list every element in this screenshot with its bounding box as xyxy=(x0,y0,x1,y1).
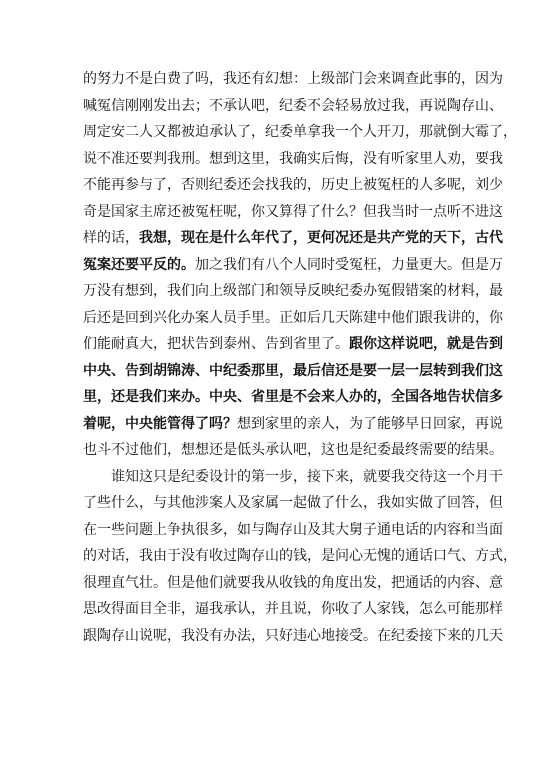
text-line xyxy=(83,146,503,173)
text-line xyxy=(83,331,503,358)
bold-text-run: 中央、告到胡锦涛、中纪委那里，最后信还是要一层一层转到我们这 xyxy=(83,362,503,379)
text-run: 思改得面目全非，逼我承认，并且说，你收了人家钱，怎么可能那样 xyxy=(83,601,503,617)
text-line xyxy=(83,384,503,411)
text-run: 的努力不是白费了吗，我还有幻想：上级部门会来调查此事的，因为 xyxy=(83,71,503,87)
text-run: 们能耐真大，把状告到泰州、告到省里了。 xyxy=(83,336,349,352)
text-line xyxy=(83,278,503,305)
body-text xyxy=(83,66,517,649)
text-run: 了些什么，与其他涉案人及家属一起做了什么，我如实做了回答，但 xyxy=(83,495,503,511)
bold-text-run: 冤案还要平反的。 xyxy=(83,256,195,273)
text-run: 谁知这只是纪委设计的第一步，接下来，就要我交待这一个月干 xyxy=(111,468,503,485)
text-line xyxy=(83,119,517,146)
text-line xyxy=(83,517,503,544)
text-run: 喊冤信刚刚发出去；不承认吧，纪委不会轻易放过我，再说陶存山、 xyxy=(83,97,503,114)
text-line xyxy=(83,596,503,623)
text-run: 很理直气壮。但是他们就要我从收钱的角度出发，把通话的内容、意 xyxy=(83,574,503,591)
text-line xyxy=(83,199,503,226)
bold-text-run: 我想，现在是什么年代了，更何况还是共产党的天下，古代 xyxy=(139,230,503,246)
text-line xyxy=(83,172,503,199)
text-run: 跟陶存山说呢，我没有办法，只好违心地接受。在纪委接下来的几天 xyxy=(83,627,503,644)
text-run: 周定安二人又都被迫承认了，纪委单拿我一个人开刀，那就倒大霉了， xyxy=(83,124,517,140)
text-run: 加之我们有八个人同时受冤枉，力量更大。但是万 xyxy=(195,256,503,273)
text-line xyxy=(83,305,503,332)
text-line xyxy=(83,623,503,650)
text-run: 样的话， xyxy=(83,230,139,246)
text-line xyxy=(83,358,503,385)
text-line xyxy=(83,464,503,491)
text-run: 万没有想到，我们向上级部门和领导反映纪委办冤假错案的材料，最 xyxy=(83,283,503,299)
text-run: 后还是回到兴化办案人员手里。正如后几天陈建中他们跟我讲的，你 xyxy=(83,309,503,326)
text-run: 想到家里的亲人，为了能够早日回家，再说 xyxy=(237,415,503,432)
text-run: 的对话，我由于没有收过陶存山的钱，是问心无愧的通话口气、方式， xyxy=(83,548,517,564)
text-line xyxy=(83,490,503,517)
text-run: 奇是国家主席还被冤枉呢，你又算得了什么？但我当时一点听不进这 xyxy=(83,203,503,220)
text-line xyxy=(83,93,503,120)
text-line xyxy=(83,437,503,464)
text-run: 说不准还要判我刑。想到这里，我确实后悔，没有听家里人劝，要我 xyxy=(83,150,503,167)
text-line xyxy=(83,225,503,252)
paragraph xyxy=(83,464,517,650)
text-run: 不能再参与了，否则纪委还会找我的，历史上被冤枉的人多呢，刘少 xyxy=(83,177,503,193)
text-line xyxy=(83,411,503,438)
text-line xyxy=(83,543,517,570)
bold-text-run: 跟你这样说吧，就是告到 xyxy=(349,336,503,352)
text-run: 也斗不过他们，想想还是低头承认吧，这也是纪委最终需要的结果。 xyxy=(83,442,503,458)
text-line xyxy=(83,252,503,279)
text-run: 在一些问题上争执很多，如与陶存山及其大舅子通电话的内容和当面 xyxy=(83,521,503,538)
text-line xyxy=(83,570,503,597)
bold-text-run: 里，还是我们来办。中央、省里是不会来人办的，全国各地告状信多 xyxy=(83,389,503,405)
paragraph xyxy=(83,66,517,464)
text-line xyxy=(83,66,503,93)
bold-text-run: 着呢，中央能管得了吗？ xyxy=(83,415,237,432)
